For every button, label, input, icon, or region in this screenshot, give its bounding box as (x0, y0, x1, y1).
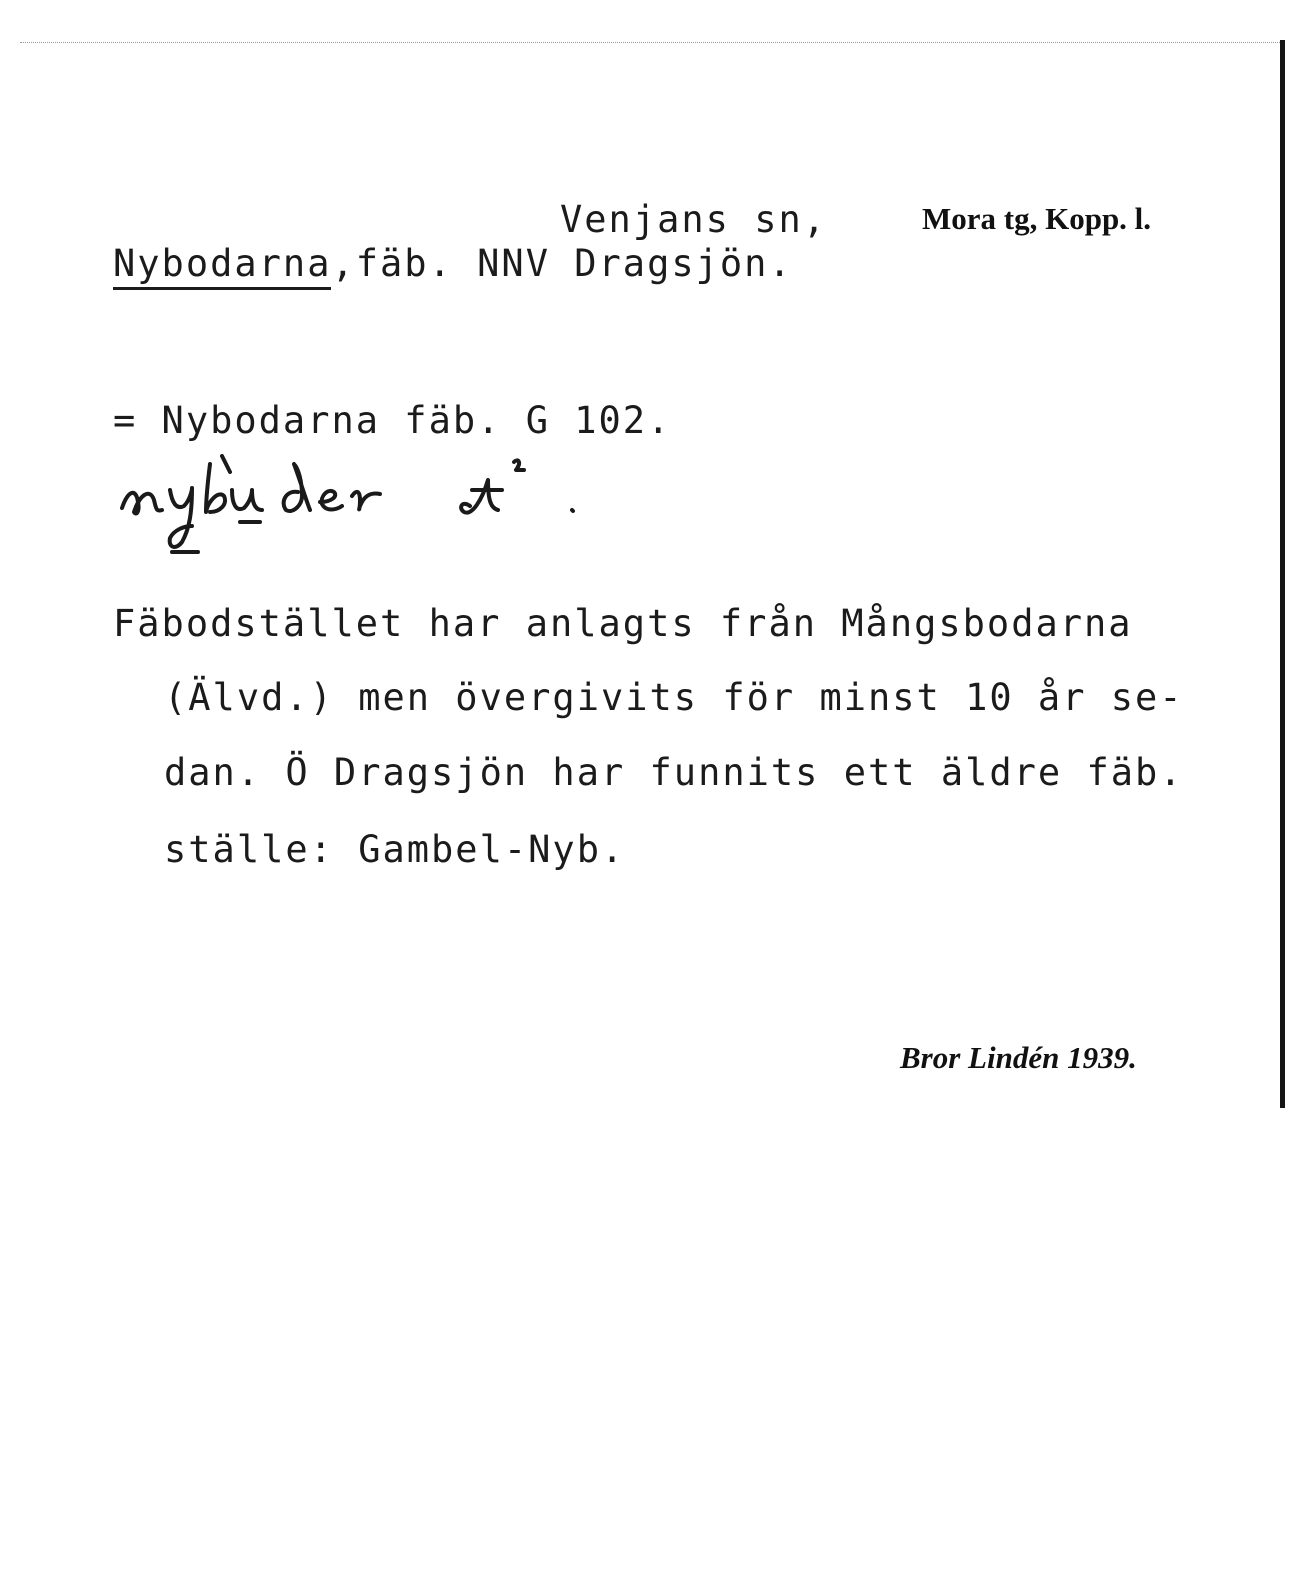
body-line-2: (Älvd.) men övergivits för minst 10 år se- (164, 676, 1184, 719)
body-line-4: ställe: Gambel-Nyb. (164, 828, 626, 871)
handwritten-pronunciation (110, 450, 590, 570)
parish-label: Venjans sn, (560, 198, 828, 241)
place-name: Nybodarna (113, 242, 331, 290)
card-top-border (20, 42, 1282, 43)
body-line-1: Fäbodstället har anlagts från Mångsbodarna (113, 602, 1133, 645)
entry-heading (113, 244, 793, 284)
place-description: ,fäb. NNV Dragsjön. (331, 242, 793, 285)
body-line-3: dan. Ö Dragsjön har funnits ett äldre fäb. (164, 751, 1184, 794)
card-right-border (1280, 40, 1285, 1108)
signature: Bror Lindén 1939. (900, 1040, 1137, 1075)
cross-reference: = Nybodarna fäb. G 102. (113, 399, 672, 442)
district-stamp: Mora tg, Kopp. l. (922, 201, 1152, 236)
